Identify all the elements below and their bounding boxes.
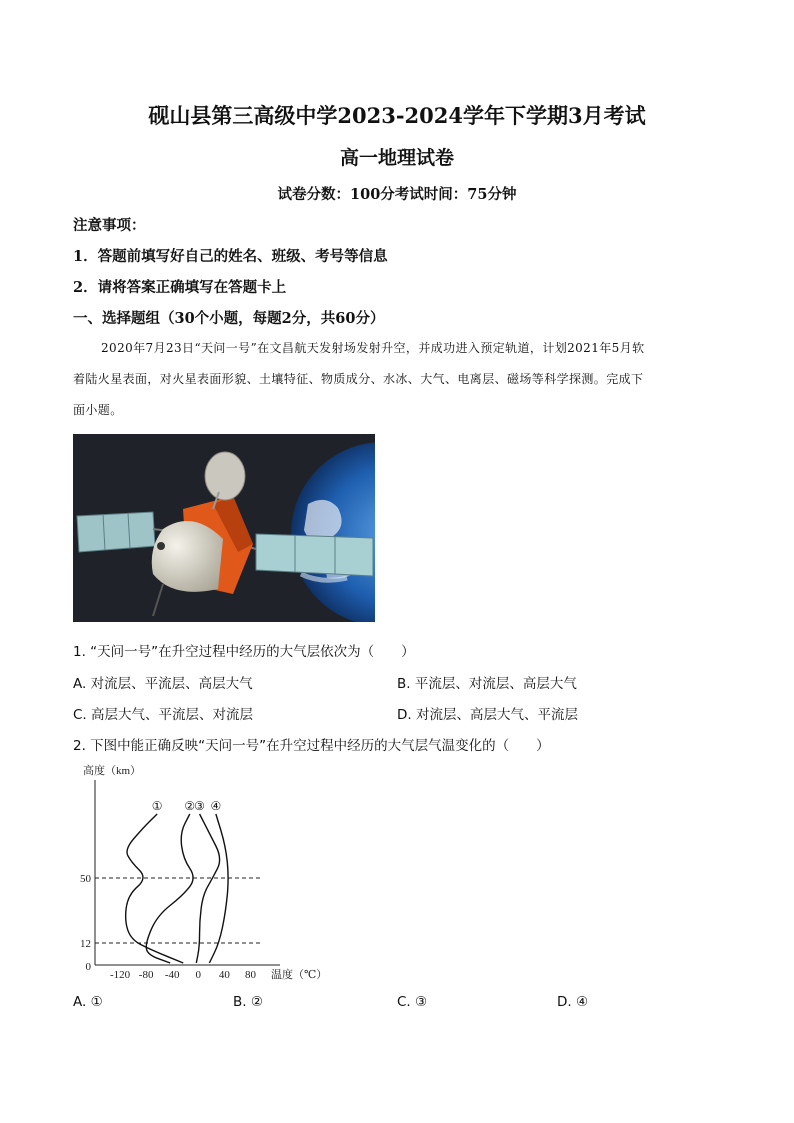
x-axis-label: 温度（℃）: [271, 969, 328, 981]
y-axis-label: 高度（km）: [83, 765, 142, 777]
x-tick-label: 80: [244, 969, 256, 981]
series-line-3: [196, 814, 219, 963]
question-2-option-a[interactable]: A. ①: [73, 994, 103, 1010]
series-label: ①: [151, 799, 163, 813]
x-tick-label: 40: [218, 969, 230, 981]
y-tick-label: 0: [85, 961, 91, 973]
series-line-1: [126, 814, 184, 963]
exam-meta: 试卷分数：100分考试时间：75分钟: [277, 186, 517, 203]
exam-title: 砚山县第三高级中学2023-2024学年下学期3月考试: [148, 103, 646, 128]
question-1-option-d[interactable]: D. 对流层、高层大气、平流层: [397, 707, 578, 723]
series-label: ②: [184, 799, 196, 813]
x-tick-label: -120: [109, 969, 131, 981]
question-2-option-c[interactable]: C. ③: [397, 994, 428, 1010]
exam-subtitle: 高一地理试卷: [339, 147, 454, 169]
y-tick-label: 12: [80, 938, 91, 950]
question-2-option-d[interactable]: D. ④: [557, 994, 589, 1010]
passage-line: 面小题。: [73, 403, 123, 417]
x-tick-label: -40: [164, 969, 180, 981]
question-1-option-c[interactable]: C. 高层大气、平流层、对流层: [73, 707, 254, 723]
x-tick-label: -80: [138, 969, 154, 981]
series-line-4: [209, 814, 228, 963]
series-label: ④: [210, 799, 222, 813]
section-heading: 一、选择题组（30个小题，每题2分，共60分）: [73, 310, 385, 327]
series-label: ③: [194, 799, 205, 813]
question-1-option-b[interactable]: B. 平流层、对流层、高层大气: [397, 676, 577, 692]
passage: [73, 333, 723, 426]
notice-item: 1．答题前填写好自己的姓名、班级、考号等信息: [73, 248, 388, 265]
satellite-photo: [73, 434, 375, 622]
question-2-option-b[interactable]: B. ②: [233, 994, 263, 1010]
notice-heading: 注意事项：: [73, 217, 146, 234]
passage-line: 2020年7月23日“天问一号”在文昌航天发射场发射升空，并成功进入预定轨道，计划2021年5月软: [101, 341, 645, 355]
question-1-option-a[interactable]: A. 对流层、平流层、高层大气: [73, 676, 253, 692]
notice-item: 2．请将答案正确填写在答题卡上: [73, 279, 287, 296]
passage-line: 着陆火星表面，对火星表面形貌、土壤特征、物质成分、水冰、大气、电离层、磁场等科学探测。完成下: [73, 372, 644, 386]
temperature-height-chart: [65, 760, 335, 985]
question-1-stem: 1. “天问一号”在升空过程中经历的大气层依次为（ ）: [73, 644, 415, 660]
series-line-2: [146, 814, 193, 963]
question-2-stem: 2. 下图中能正确反映“天问一号”在升空过程中经历的大气层气温变化的（ ）: [73, 738, 550, 754]
y-tick-label: 50: [80, 873, 91, 885]
x-tick-label: 0: [195, 969, 202, 981]
